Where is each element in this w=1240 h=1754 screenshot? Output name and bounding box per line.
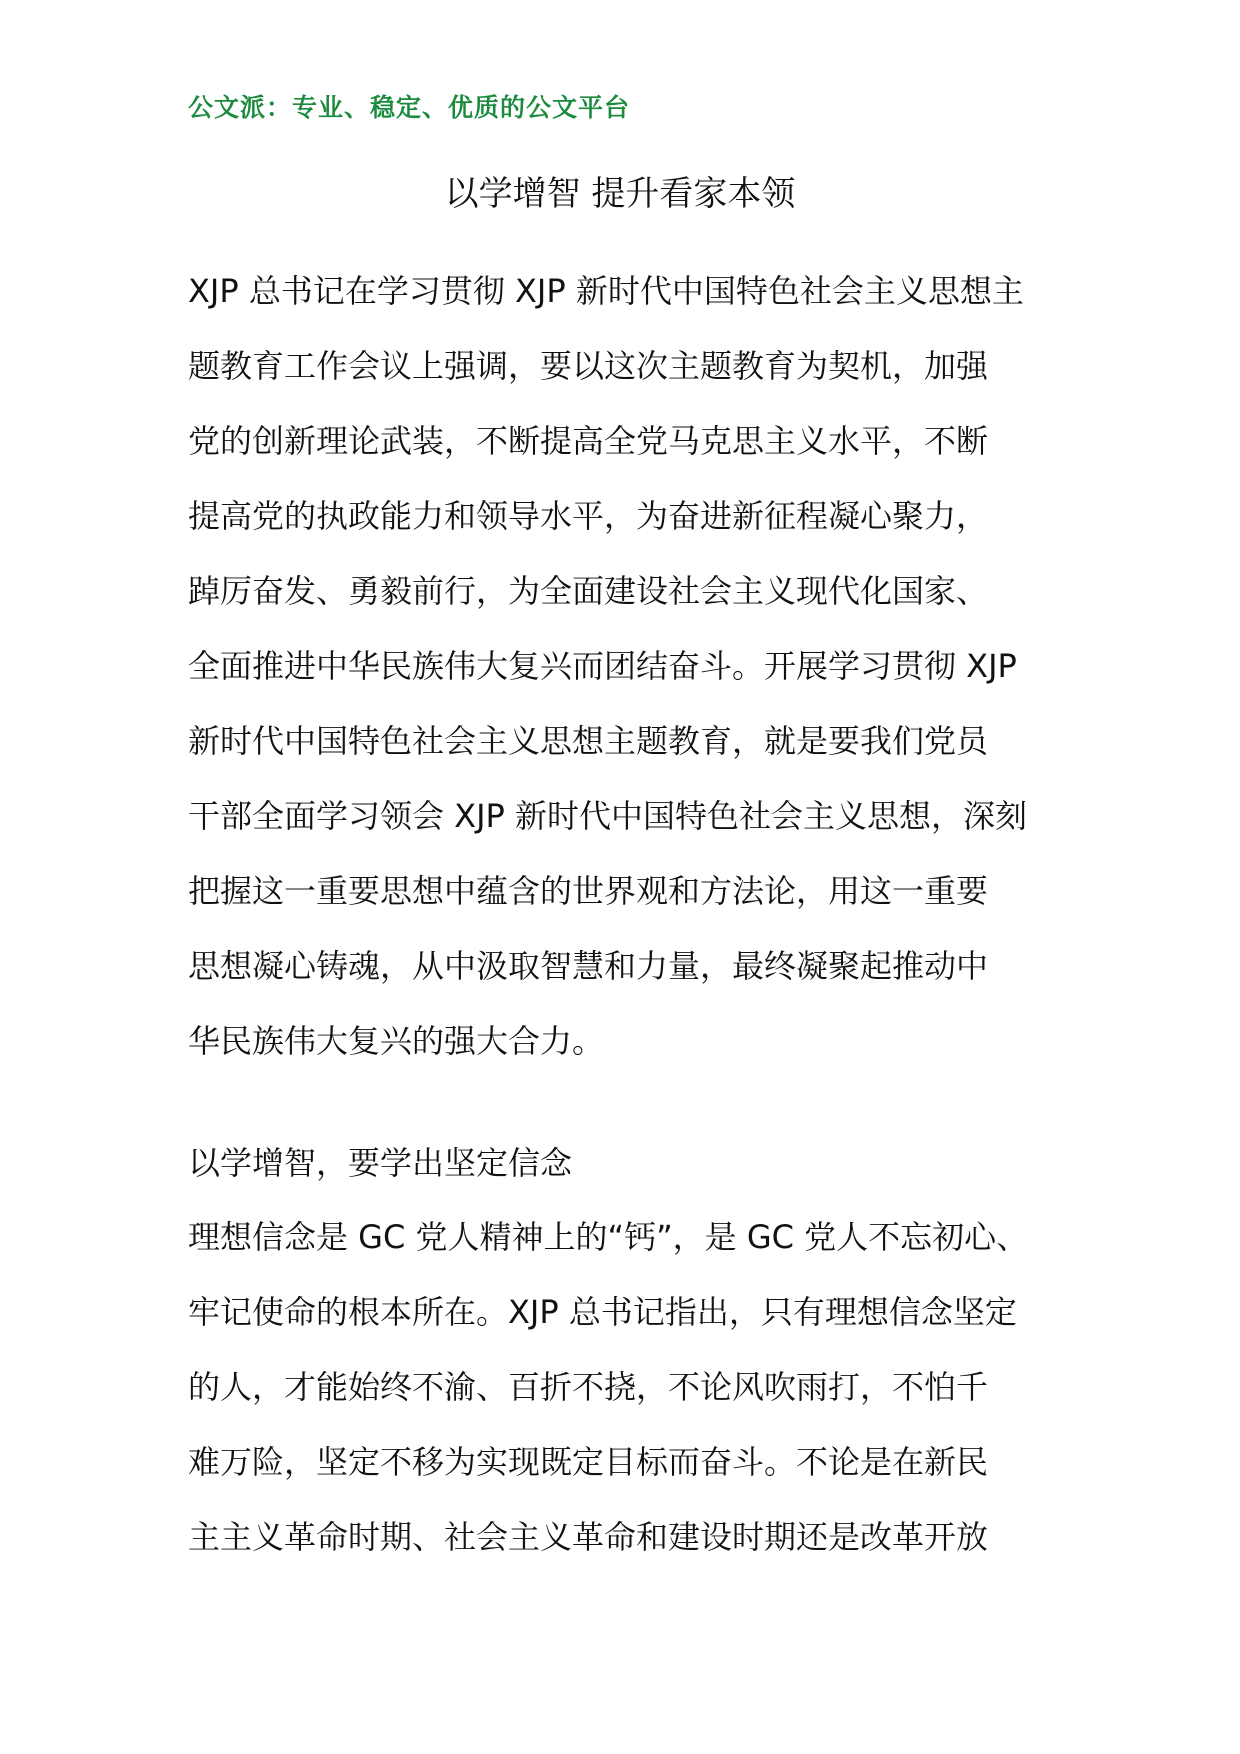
paragraph-line: 华民族伟大复兴的强大合力。: [188, 1022, 605, 1060]
paragraph-line: 把握这一重要思想中蕴含的世界观和方法论，用这一重要: [188, 872, 989, 910]
paragraph-line: 踔厉奋发、勇毅前行，为全面建设社会主义现代化国家、: [188, 572, 989, 610]
paragraph-line: 全面推进中华民族伟大复兴而团结奋斗。开展学习贯彻 XJP: [188, 647, 1017, 685]
paragraph-line: 牢记使命的根本所在。XJP 总书记指出，只有理想信念坚定: [188, 1293, 1017, 1331]
paragraph-line: 思想凝心铸魂，从中汲取智慧和力量，最终凝聚起推动中: [188, 947, 989, 985]
brand-header: 公文派：专业、稳定、优质的公文平台: [188, 93, 631, 122]
paragraph-line: 难万险，坚定不移为实现既定目标而奋斗。不论是在新民: [188, 1443, 989, 1481]
paragraph-line: 理想信念是 GC 党人精神上的“钙”，是 GC 党人不忘初心、: [188, 1218, 1029, 1256]
paragraph-1: [188, 254, 1068, 1079]
section-heading: 以学增智，要学出坚定信念: [188, 1144, 573, 1182]
paragraph-line: 新时代中国特色社会主义思想主题教育，就是要我们党员: [188, 722, 989, 760]
paragraph-line: 题教育工作会议上强调，要以这次主题教育为契机，加强: [188, 347, 989, 385]
paragraph-2: [188, 1200, 1068, 1575]
paragraph-line: XJP 总书记在学习贯彻 XJP 新时代中国特色社会主义思想主: [188, 272, 1024, 310]
section-heading-block: [188, 1126, 1068, 1201]
paragraph-line: 提高党的执政能力和领导水平，为奋进新征程凝心聚力，: [188, 497, 989, 535]
paragraph-line: 的人，才能始终不渝、百折不挠，不论风吹雨打，不怕千: [188, 1368, 989, 1406]
document-title: 以学增智 提升看家本领: [444, 174, 796, 214]
paragraph-line: 干部全面学习领会 XJP 新时代中国特色社会主义思想，深刻: [188, 797, 1028, 835]
paragraph-line: 主主义革命时期、社会主义革命和建设时期还是改革开放: [188, 1518, 989, 1556]
paragraph-line: 党的创新理论武装，不断提高全党马克思主义水平，不断: [188, 422, 989, 460]
